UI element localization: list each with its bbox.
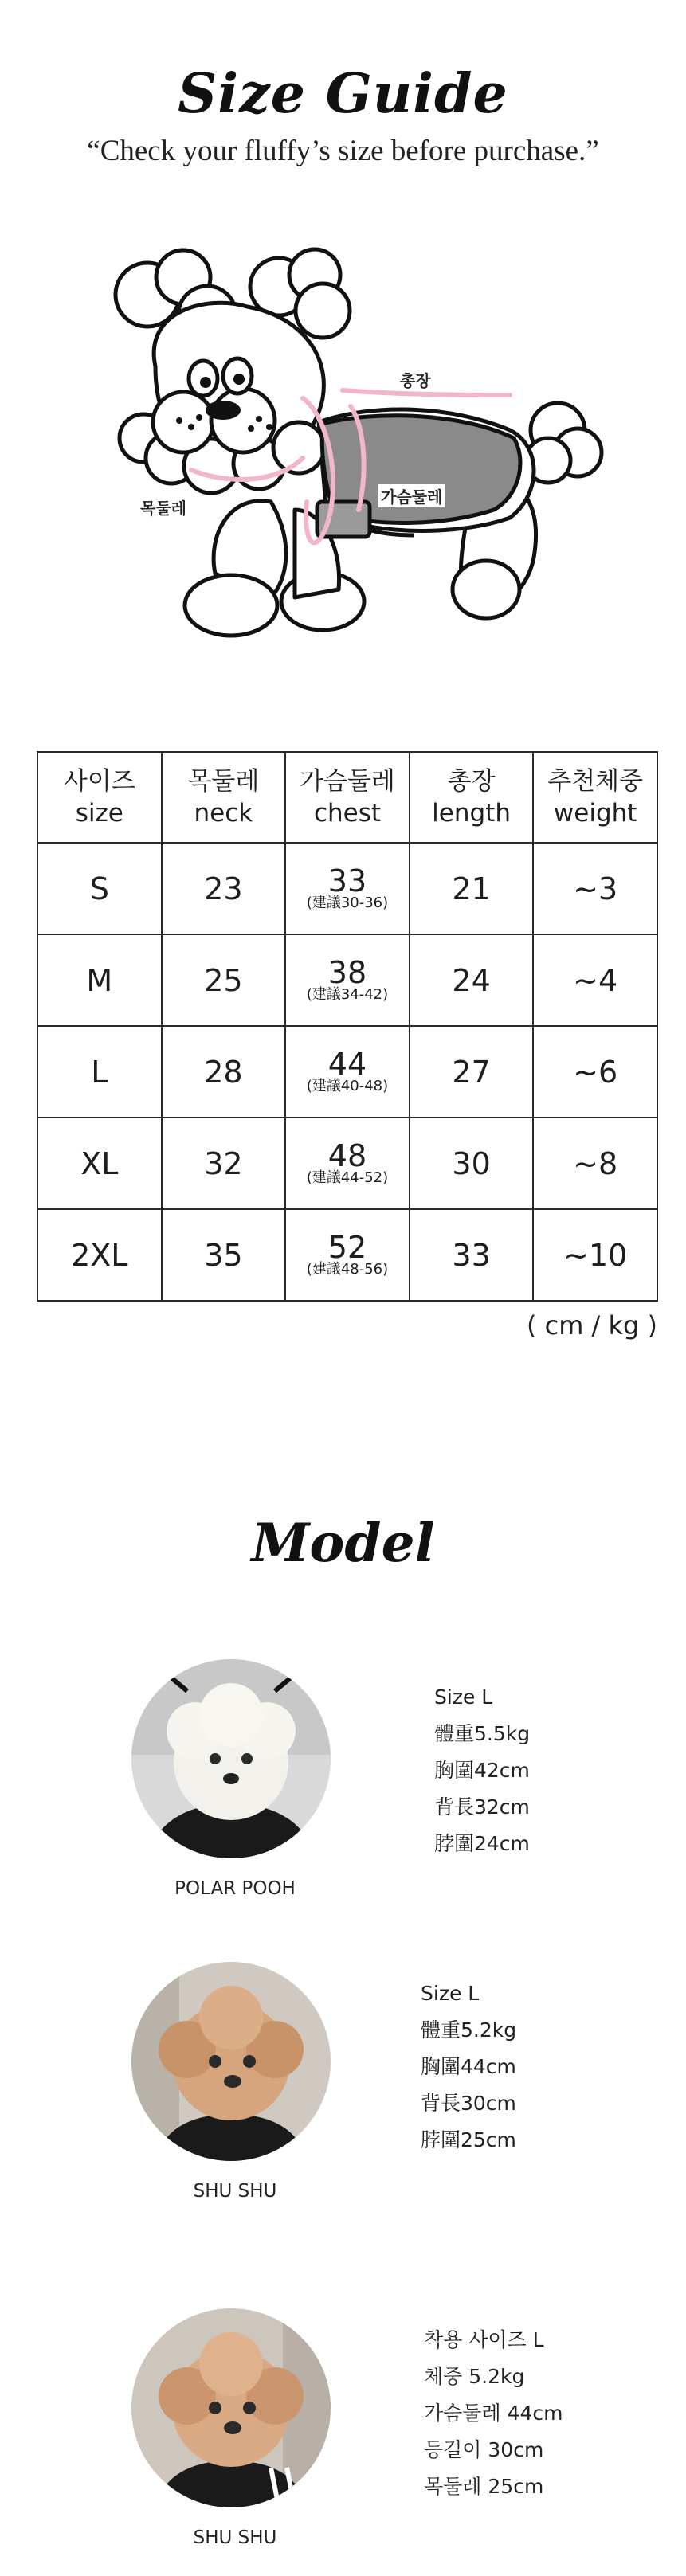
spec-line: 胸圍44cm xyxy=(421,2055,516,2078)
model-name: SHU SHU xyxy=(193,2181,277,2202)
table-row xyxy=(37,934,657,1026)
header-weight: 추천체중 weight xyxy=(533,752,657,843)
cell-size: S xyxy=(37,843,162,934)
cell-chest: 33 (建議30-36) xyxy=(285,843,410,934)
table-row xyxy=(37,1118,657,1209)
cell-neck: 23 xyxy=(162,843,286,934)
spec-line: 胸圍42cm xyxy=(434,1759,530,1782)
page-subtitle: “Check your fluffy’s size before purchase.” xyxy=(87,135,599,167)
header-size: 사이즈 size xyxy=(37,752,162,843)
spec-line: Size L xyxy=(434,1685,493,1709)
header-chest: 가슴둘레 chest xyxy=(285,752,410,843)
model-specs xyxy=(424,2322,563,2505)
page-title: Size Guide xyxy=(178,62,508,126)
spec-line: 體重5.2kg xyxy=(421,2018,517,2042)
model-specs xyxy=(434,1679,530,1862)
spec-line: 背長30cm xyxy=(421,2092,516,2115)
cell-chest: 38 (建議34-42) xyxy=(285,934,410,1026)
spec-line: 脖圍25cm xyxy=(421,2128,516,2151)
label-length: 총장 xyxy=(400,371,431,390)
dog-photo-icon xyxy=(131,1962,331,2161)
header-neck: 목둘레 neck xyxy=(162,752,286,843)
cell-weight: ~8 xyxy=(533,1118,657,1209)
model-name: POLAR POOH xyxy=(174,1878,296,1899)
cell-weight: ~10 xyxy=(533,1209,657,1301)
cell-neck: 35 xyxy=(162,1209,286,1301)
spec-line: 등길이 30cm xyxy=(424,2438,544,2461)
cell-neck: 25 xyxy=(162,934,286,1026)
spec-line: 脖圍24cm xyxy=(434,1832,530,1855)
cell-size: M xyxy=(37,934,162,1026)
table-row xyxy=(37,1026,657,1118)
cell-weight: ~4 xyxy=(533,934,657,1026)
cell-size: XL xyxy=(37,1118,162,1209)
size-table xyxy=(37,751,658,1302)
label-neck: 목둘레 xyxy=(140,499,186,518)
table-header-row xyxy=(37,752,657,843)
table-row xyxy=(37,1209,657,1301)
spec-line: 가슴둘레 44cm xyxy=(424,2402,563,2425)
spec-line: Size L xyxy=(421,1982,480,2005)
cell-weight: ~6 xyxy=(533,1026,657,1118)
model-photo xyxy=(131,1962,331,2161)
cell-chest: 48 (建議44-52) xyxy=(285,1118,410,1209)
spec-line: 체중 5.2kg xyxy=(424,2365,525,2388)
cell-length: 30 xyxy=(410,1118,534,1209)
dog-photo-icon xyxy=(131,1659,331,1858)
dog-measurement-illustration xyxy=(112,239,621,653)
model-section-title: Model xyxy=(251,1512,435,1574)
cell-size: L xyxy=(37,1026,162,1118)
header-length: 총장 length xyxy=(410,752,534,843)
cell-length: 24 xyxy=(410,934,534,1026)
spec-line: 착용 사이즈 L xyxy=(424,2328,544,2351)
model-specs xyxy=(421,1975,516,2159)
spec-line: 體重5.5kg xyxy=(434,1722,531,1745)
cell-length: 27 xyxy=(410,1026,534,1118)
cell-length: 33 xyxy=(410,1209,534,1301)
cell-weight: ~3 xyxy=(533,843,657,934)
cell-neck: 32 xyxy=(162,1118,286,1209)
label-chest: 가슴둘레 xyxy=(378,484,445,507)
dog-photo-icon xyxy=(131,2308,331,2507)
cell-chest: 52 (建議48-56) xyxy=(285,1209,410,1301)
spec-line: 목둘레 25cm xyxy=(424,2475,544,2498)
spec-line: 背長32cm xyxy=(434,1795,530,1818)
model-photo xyxy=(131,1659,331,1858)
cell-size: 2XL xyxy=(37,1209,162,1301)
dog-illustration-icon xyxy=(112,239,621,653)
unit-note: ( cm / kg ) xyxy=(526,1310,657,1341)
table-row xyxy=(37,843,657,934)
model-photo xyxy=(131,2308,331,2507)
cell-chest: 44 (建議40-48) xyxy=(285,1026,410,1118)
cell-neck: 28 xyxy=(162,1026,286,1118)
model-name: SHU SHU xyxy=(193,2527,277,2548)
cell-length: 21 xyxy=(410,843,534,934)
